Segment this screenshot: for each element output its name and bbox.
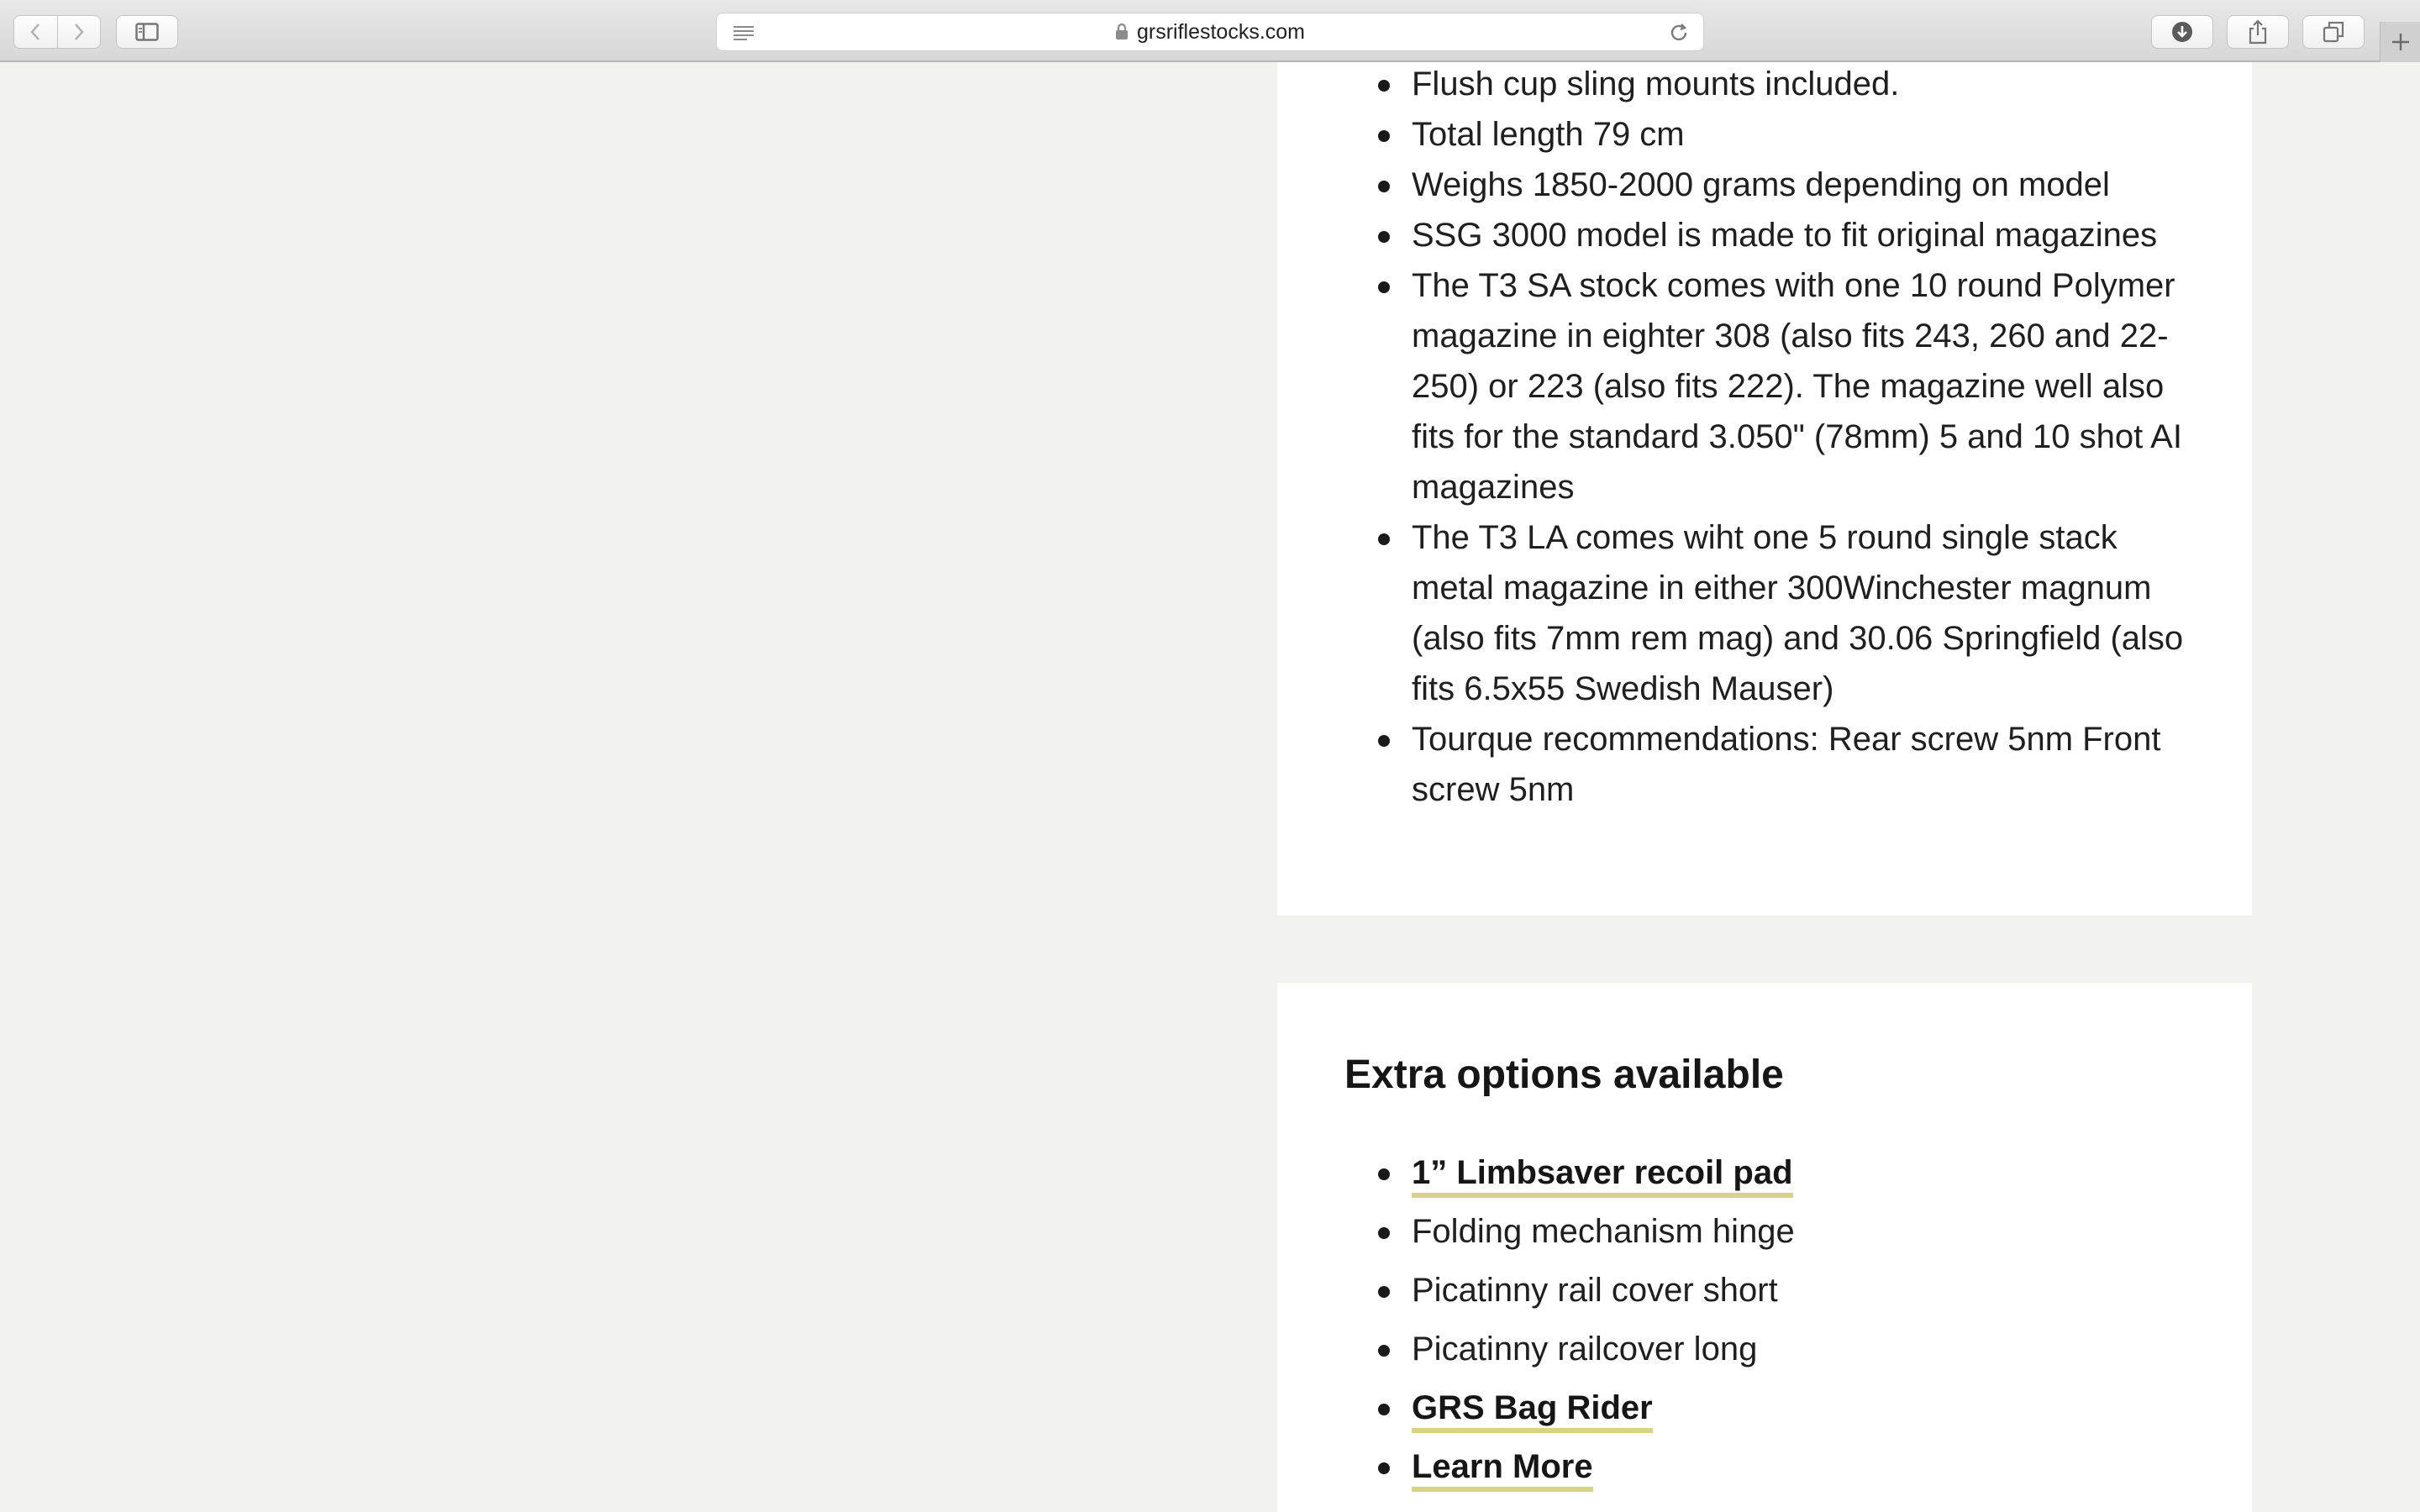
chevron-right-icon [73,22,85,42]
extras-card [1277,983,2252,1512]
learn-more-link[interactable]: Learn More [1412,1448,1593,1492]
list-item: Tourque recommendations: Rear screw 5nm Front screw 5nm [1412,714,2202,815]
back-button[interactable] [14,16,57,48]
list-item: Picatinny railcover long [1412,1324,2168,1383]
limbsaver-link[interactable]: 1” Limbsaver recoil pad [1412,1154,1793,1198]
list-item [1412,1383,2168,1441]
list-item: Picatinny rail cover short [1412,1265,2168,1324]
plus-icon [2391,32,2411,52]
specs-list [1412,62,2202,818]
list-item: The T3 LA comes wiht one 5 round single stack metal magazine in either 300Winchester magnum (also fits 7mm rem mag) and 30.06 Springfield (also fits 6.5x55 Swedish Mauser) [1412,512,2202,714]
downloads-button[interactable] [2151,15,2213,49]
list-item: Total length 79 cm [1412,109,2202,160]
chevron-left-icon [29,22,41,42]
forward-button[interactable] [57,16,101,48]
url-display [717,13,1703,50]
tabs-overview-button[interactable] [2302,15,2365,49]
nav-buttons [13,15,101,49]
bag-rider-link[interactable]: GRS Bag Rider [1412,1389,1653,1433]
list-item: Weighs 1850-2000 grams depending on model [1412,160,2202,210]
address-bar[interactable] [716,13,1704,51]
download-icon [2170,20,2194,44]
list-item: The T3 SA stock comes with one 10 round Polymer magazine in eighter 308 (also fits 243, 260 and 22-250) or 223 (also fits 222). The magazine well also fits for the standard 3.050" (78mm) 5 and 10 shot AI magazines [1412,260,2202,512]
list-item: SSG 3000 model is made to fit original magazines [1412,210,2202,260]
lock-icon [1115,24,1128,40]
share-button[interactable] [2227,15,2289,49]
list-item: Flush cup sling mounts included. [1412,59,2202,109]
specs-card [1277,62,2252,916]
list-item: Folding mechanism hinge [1412,1206,2168,1265]
new-tab-button[interactable] [2380,22,2420,62]
browser-toolbar [0,0,2420,62]
tabs-icon [2323,21,2344,43]
sidebar-icon [135,23,159,41]
extras-list [1412,1147,2168,1500]
list-item [1412,1147,2168,1206]
extras-heading: Extra options available [1344,1053,1784,1097]
sidebar-button[interactable] [116,15,178,49]
share-icon [2248,19,2268,45]
url-text: grsriflestocks.com [1136,19,1306,44]
list-item [1412,1441,2168,1500]
reload-icon[interactable] [1668,22,1690,44]
